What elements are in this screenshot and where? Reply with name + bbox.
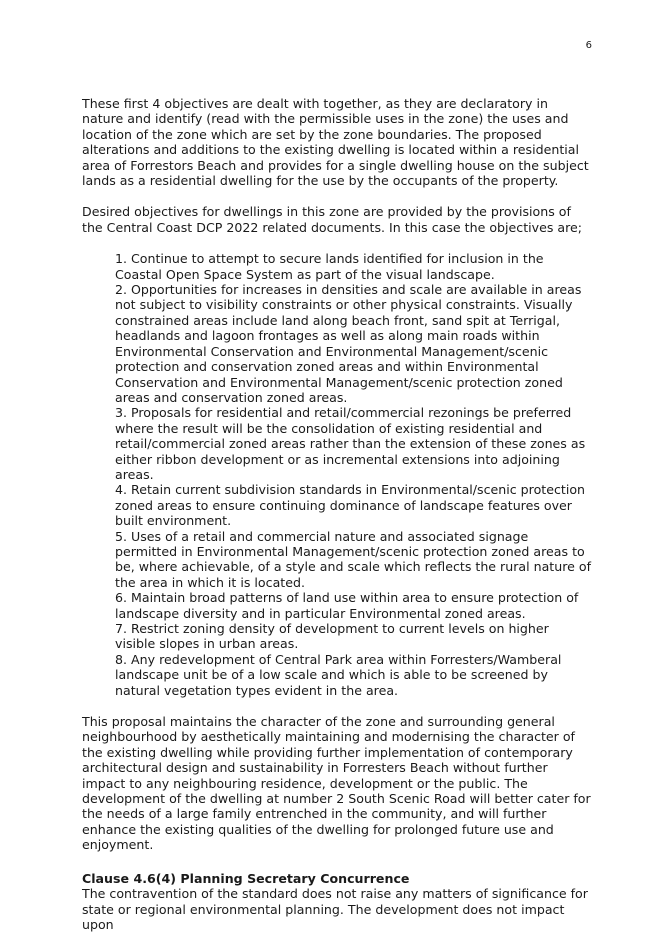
- list-item: 6. Maintain broad patterns of land use within area to ensure protection of landscape diversity and in particular Environmental zoned areas.: [115, 590, 579, 621]
- list-item: 3. Proposals for residential and retail/commercial rezonings be preferred where the result will be the consolidation of existing residential and retail/commercial zoned areas rather than the extension of these zones as either ribbon development or as incremental extensions into adjoining areas.: [115, 405, 586, 482]
- list-item: 5. Uses of a retail and commercial nature and associated signage permitted in Environmental Management/scenic protection zoned areas to be, where achievable, of a style and scale which reflects the rural nature of the area in which it is located.: [115, 528, 592, 590]
- document-body: [82, 96, 592, 932]
- objectives-list: [115, 251, 592, 698]
- paragraph-intro: These first 4 objectives are dealt with together, as they are declaratory in nature and identify (read with the permissible uses in the zone) the uses and location of the zone which are set by the zone boundaries. The proposed alterations and additions to the existing dwelling is located within a residential area of Forrestors Beach and provides for a single dwelling house on the subject lands as a residential dwelling for the use by the occupants of the property.: [82, 96, 589, 189]
- list-item: 7. Restrict zoning density of development to current levels on higher visible slopes in urban areas.: [115, 621, 549, 652]
- paragraph-proposal: This proposal maintains the character of the zone and surrounding general neighbourhood by aesthetically maintaining and modernising the character of the existing dwelling while providing further implementation of contemporary architectural design and sustainability in Forresters Beach without further impact to any neighbouring residence, development or the public. The development of the dwelling at number 2 South Scenic Road will better cater for the needs of a large family entrenched in the community, and will further enhance the existing qualities of the dwelling for prolonged future use and enjoyment.: [82, 714, 591, 853]
- paragraph-objectives-intro: Desired objectives for dwellings in this zone are provided by the provisions of the Central Coast DCP 2022 related documents. In this case the objectives are;: [82, 204, 583, 235]
- paragraph-concurrence: The contravention of the standard does not raise any matters of significance for state or regional environmental planning. The development does not impact upon: [82, 886, 588, 932]
- list-item: 8. Any redevelopment of Central Park area within Forresters/Wamberal landscape unit be of a low scale and which is able to be screened by natural vegetation types evident in the area.: [115, 651, 562, 698]
- page-number: 6: [585, 40, 592, 51]
- list-item: 1. Continue to attempt to secure lands identified for inclusion in the Coastal Open Space System as part of the visual landscape.: [115, 251, 544, 282]
- list-item: 4. Retain current subdivision standards in Environmental/scenic protection zoned areas to ensure continuing dominance of landscape features over built environment.: [115, 482, 586, 529]
- section-heading: Clause 4.6(4) Planning Secretary Concurrence: [82, 870, 410, 886]
- list-item: 2. Opportunities for increases in densities and scale are available in areas not subject to visibility constraints or other physical constraints. Visually constrained areas include land along beach front, sand spit at Terrigal, headlands and lagoon frontages as well as along main roads within Environmental Conservation and Environmental Management/scenic protection and conservation zoned areas and within Environmental Conservation and Environmental Management/scenic protection zoned areas and conservation zoned areas.: [115, 282, 582, 405]
